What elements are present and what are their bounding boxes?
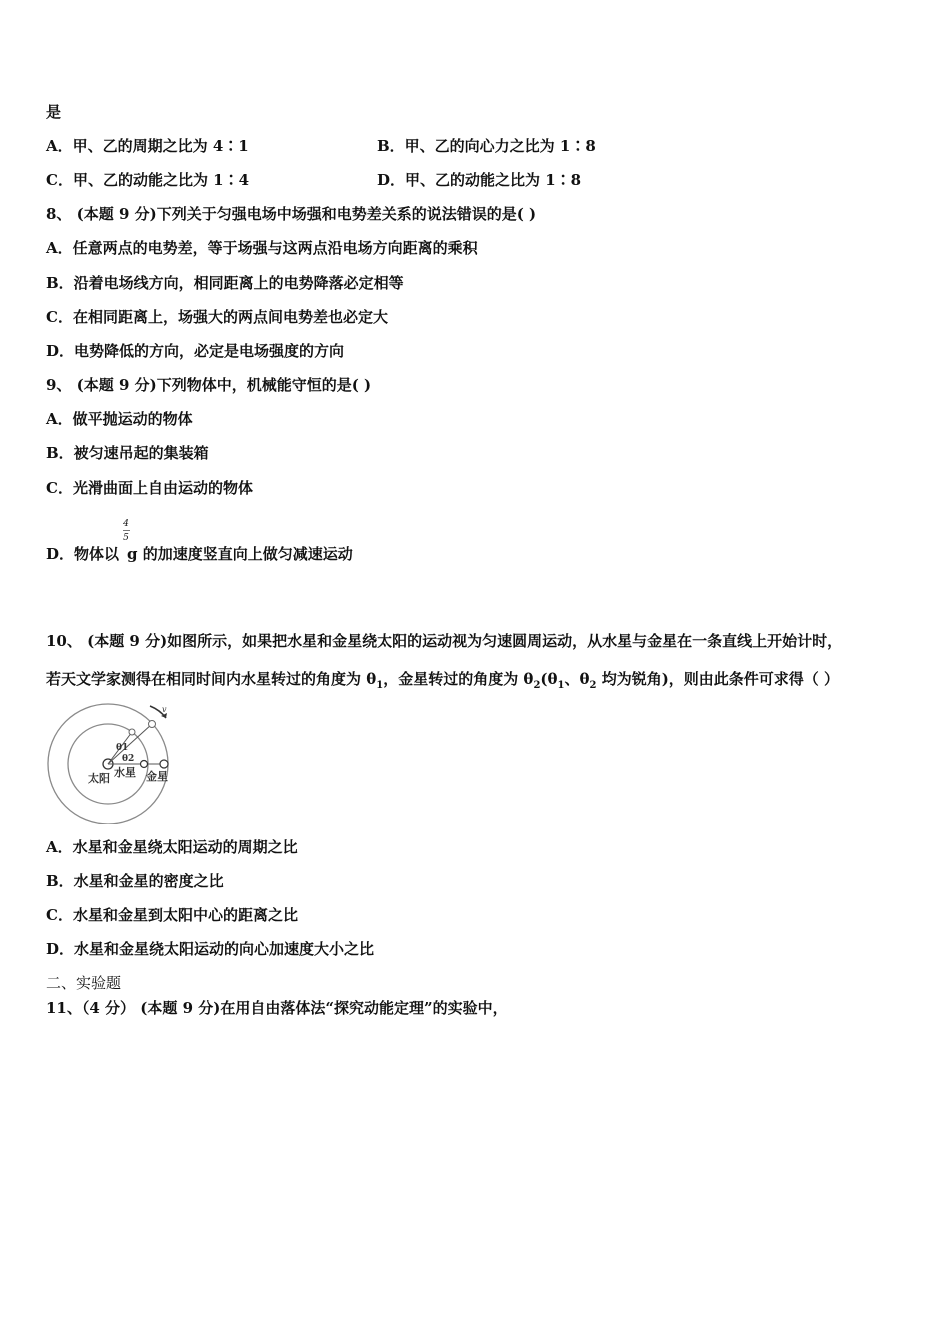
q7-option-d: D．甲、乙的动能之比为 1∶8 bbox=[377, 171, 582, 189]
q10-option-a: A．水星和金星绕太阳运动的周期之比 bbox=[46, 838, 298, 856]
mercury-later-icon bbox=[129, 729, 135, 735]
q9-stem: 9、 (本题 9 分)下列物体中，机械能守恒的是( ) bbox=[46, 376, 372, 394]
q7-option-a: A．甲、乙的周期之比为 4∶1 bbox=[46, 137, 249, 155]
mercury-icon bbox=[141, 761, 148, 768]
orbit-diagram-svg bbox=[46, 702, 176, 824]
q8-stem: 8、 (本题 9 分)下列关于匀强电场中场强和电势差关系的说法错误的是( ) bbox=[46, 205, 537, 223]
q10-stem-line1: 10、 (本题 9 分)如图所示，如果把水星和金星绕太阳的运动视为匀速圆周运动，从水星与金星在一条直线上开始计时， bbox=[46, 632, 843, 650]
theta2-label: θ2 bbox=[122, 754, 135, 764]
q10-option-d: D．水星和金星绕太阳运动的向心加速度大小之比 bbox=[46, 940, 375, 958]
fraction-bar bbox=[123, 530, 130, 531]
q10-stem-line2: 若天文学家测得在相同时间内水星转过的角度为 $\theta_1$，金星转过的角度为 $\theta_2(\theta_1$、$\theta_2$ 均为锐角)，则由此条件可求得（ ） bbox=[46, 670, 840, 691]
q9-option-d bbox=[46, 544, 353, 564]
venus-later-icon bbox=[149, 721, 156, 728]
q8-option-b: B．沿着电场线方向，相同距离上的电势降落必定相等 bbox=[46, 274, 404, 292]
fraction-numerator: 4 bbox=[123, 519, 129, 529]
q9-option-c: C．光滑曲面上自由运动的物体 bbox=[46, 479, 253, 497]
q9-option-d-post: g 的加速度竖直向上做匀减速运动 bbox=[127, 545, 353, 563]
fraction-denominator: 5 bbox=[123, 533, 129, 543]
mercury-label: 水星 bbox=[114, 766, 136, 779]
q10-option-c: C．水星和金星到太阳中心的距离之比 bbox=[46, 906, 298, 924]
venus-label: 金星 bbox=[146, 770, 168, 783]
q8-option-d: D．电势降低的方向，必定是电场强度的方向 bbox=[46, 342, 345, 360]
q9-option-b: B．被匀速吊起的集装箱 bbox=[46, 444, 209, 462]
q7-option-c: C．甲、乙的动能之比为 1∶4 bbox=[46, 171, 250, 189]
q8-option-c: C．在相同距离上，场强大的两点间电势差也必定大 bbox=[46, 308, 388, 326]
theta1-label: θ1 bbox=[116, 743, 129, 753]
sun-label: 太阳 bbox=[88, 772, 110, 785]
velocity-label: v bbox=[162, 705, 167, 714]
q7-tail: 是 bbox=[46, 103, 62, 121]
q10-option-b: B．水星和金星的密度之比 bbox=[46, 872, 224, 890]
q7-option-b: B．甲、乙的向心力之比为 1∶8 bbox=[377, 137, 596, 155]
orbit-diagram bbox=[46, 702, 176, 824]
venus-icon bbox=[160, 760, 168, 768]
section-heading: 二、实验题 bbox=[46, 974, 122, 992]
q9-option-d-pre: D．物体以 bbox=[46, 545, 120, 563]
q11-stem: 11、（4 分） (本题 9 分)在用自由落体法“探究动能定理”的实验中， bbox=[46, 999, 508, 1017]
q8-option-a: A．任意两点的电势差，等于场强与这两点沿电场方向距离的乘积 bbox=[46, 239, 478, 257]
q9-option-a: A．做平抛运动的物体 bbox=[46, 410, 193, 428]
